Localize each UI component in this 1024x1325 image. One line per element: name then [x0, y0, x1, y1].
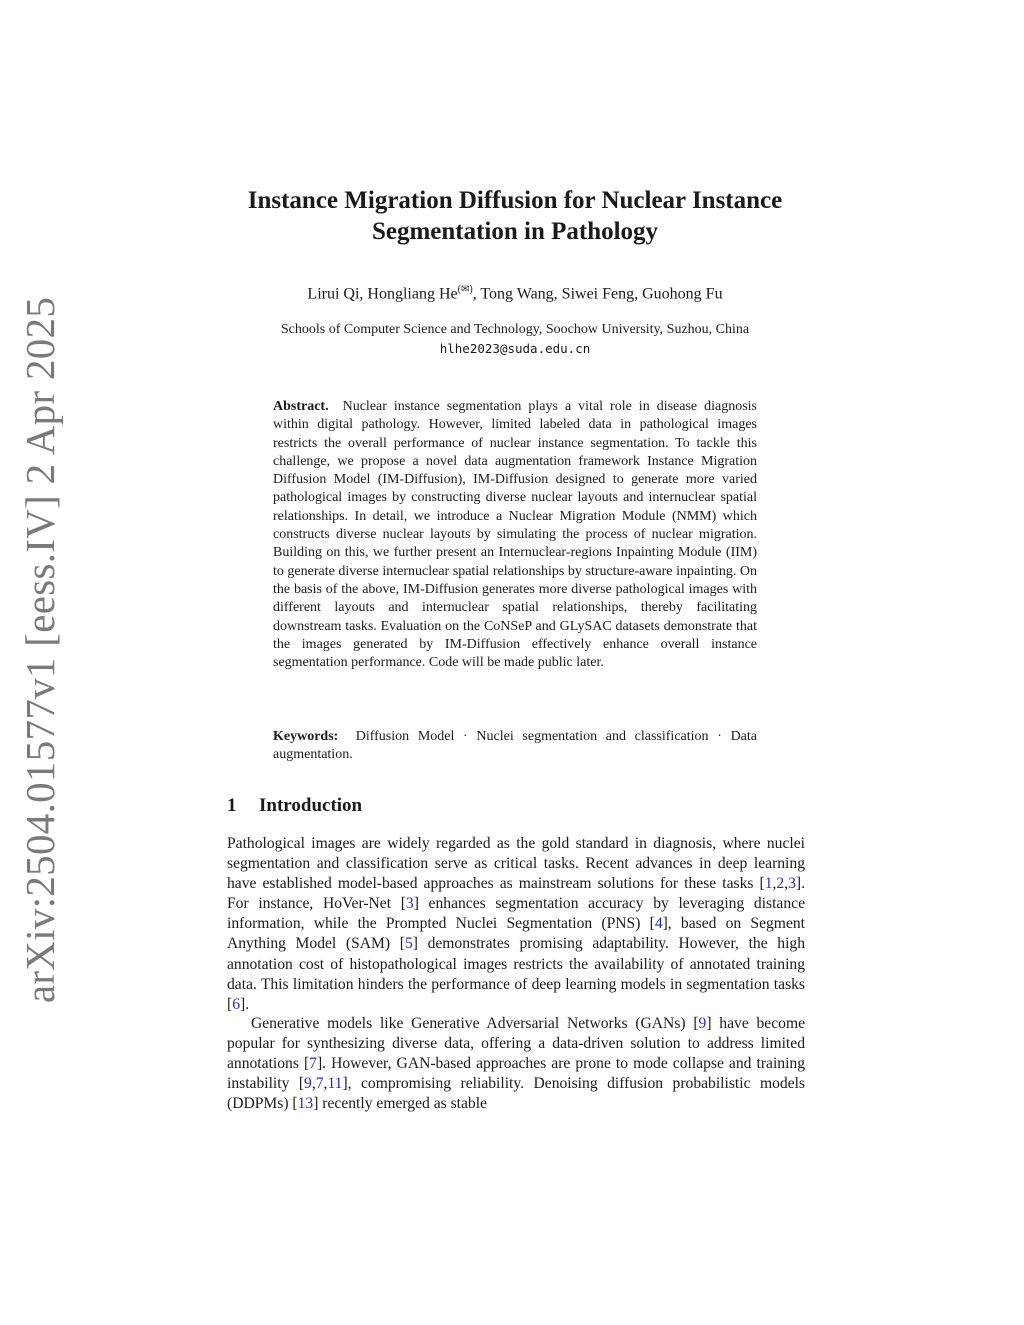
keywords-label: Keywords:	[273, 729, 339, 744]
citation-link[interactable]: 7	[309, 1055, 317, 1073]
text-run: ]. However, GAN-based approaches are prone to mode collapse and training instability [	[227, 1055, 805, 1093]
text-run: ], compromising reliability. Denoising diffusion probabilistic models (DDPMs) [	[227, 1075, 805, 1113]
citation-link[interactable]: 6	[232, 995, 240, 1013]
authors-rest: , Tong Wang, Siwei Feng, Guohong Fu	[472, 285, 723, 303]
text-run: ].	[240, 995, 250, 1013]
corresponding-author-mail-icon: (✉)	[457, 284, 473, 295]
text-run: ] demonstrates promising adaptability. However, the high annotation cost of histopathological images restricts the availability of annotated training data. This limitation hinders the performance of deep learning models in segmentation tasks [	[227, 935, 805, 1013]
citation-link[interactable]: 9	[698, 1015, 707, 1032]
abstract-label: Abstract.	[273, 399, 329, 414]
abstract-text: Nuclear instance segmentation plays a vital role in disease diagnosis within digital pathology. However, limited labeled data in pathological images restricts the overall performance of nuclear instance segmentation. To tackle this challenge, we propose a novel data augmentation framework Instance Migration Diffusion Model (IM-Diffusion), IM-Diffusion designed to generate more varied pathological images by constructing diverse nuclear layouts and internuclear spatial relationships. In detail, we introduce a Nuclear Migration Module (NMM) which constructs diverse nuclear layouts by simulating the process of nuclear migration. Building on this, we further present an Internuclear-regions Inpainting Module (IIM) to generate diverse internuclear spatial relationships by structure-aware inpainting. On the basis of the above, IM-Diffusion generates more diverse pathological images with different layouts and internuclear spatial relationships, thereby facilitating downstream tasks. Evaluation on the CoNSeP and GLySAC datasets demonstrate that the images generated by IM-Diffusion effectively enhance overall instance segmentation performance. Code will be made public later.	[273, 399, 758, 671]
citation-link[interactable]: 2	[776, 875, 785, 893]
citation-link[interactable]: 3	[788, 875, 796, 893]
text-run: ] have become popular for synthesizing diverse data, offering a data-driven solution to address limited annotations [	[227, 1015, 805, 1073]
arxiv-identifier-stamp: arXiv:2504.01577v1 [eess.IV] 2 Apr 2025	[17, 296, 63, 1004]
title-line-1: Instance Migration Diffusion for Nuclear Instance	[247, 187, 783, 214]
section-title: Introduction	[259, 795, 363, 816]
keywords	[273, 728, 757, 765]
text-run: Generative models like Generative Adversarial Networks (GANs) [	[251, 1015, 699, 1032]
citation-link[interactable]: 11	[327, 1075, 343, 1093]
section-heading-introduction	[227, 795, 362, 817]
affiliation: Schools of Computer Science and Technology, Soochow University, Suzhou, China	[280, 322, 750, 337]
paper-title	[200, 185, 830, 247]
citation-link[interactable]: 13	[297, 1095, 314, 1113]
keywords-text: Diffusion Model · Nuclei segmentation and classification · Data augmentation.	[273, 729, 757, 763]
affiliation-block	[200, 320, 830, 358]
citation-link[interactable]: 9	[304, 1075, 312, 1093]
citation-link[interactable]: 5	[404, 935, 413, 953]
citation-link[interactable]: 3	[405, 895, 414, 913]
citation-link[interactable]: 7	[315, 1075, 324, 1093]
text-run: Pathological images are widely regarded as the gold standard in diagnosis, where nuclei segmentation and classification serve as critical tasks. Recent advances in deep learning have established model-based approaches as mainstream solutions for these tasks [	[227, 835, 805, 893]
text-run: ], based on Segment Anything Model (SAM) [	[227, 915, 805, 953]
contact-email[interactable]: hlhe2023@suda.edu.cn	[439, 341, 591, 356]
text-run: ]. For instance, HoVer-Net [	[227, 875, 805, 913]
authors-first: Lirui Qi, Hongliang He	[307, 285, 458, 303]
citation-link[interactable]: 1	[764, 875, 773, 893]
intro-paragraph-1: Pathological images are widely regarded as the gold standard in diagnosis, where nuclei segmentation and classification serve as critical tasks. Recent advances in deep learning have established model-based approaches as mainstream solutions for these tasks [1,2,3]. For instance, HoVer-Net [3] enhances segmentation accuracy by leveraging distance information, while the Prompted Nuclei Segmentation (PNS) [4], based on Segment Anything Model (SAM) [5] demonstrates promising adaptability. However, the high annotation cost of histopathological images restricts the availability of annotated training data. This limitation hinders the performance of deep learning models in segmentation tasks [6].	[227, 835, 805, 1013]
title-line-2: Segmentation in Pathology	[371, 218, 659, 245]
abstract	[273, 398, 757, 672]
section-number: 1	[227, 795, 237, 816]
author-list	[200, 284, 830, 303]
intro-paragraph-2: Generative models like Generative Adversarial Networks (GANs) [9] have become popular for synthesizing diverse data, offering a data-driven solution to address limited annotations [7]. However, GAN-based approaches are prone to mode collapse and training instability [9,7,11], compromising reliability. Denoising diffusion probabilistic models (DDPMs) [13] recently emerged as stable	[227, 1015, 805, 1113]
citation-link[interactable]: 4	[654, 915, 663, 933]
text-run: ] enhances segmentation accuracy by leveraging distance information, while the Prompted Nuclei Segmentation (PNS) [	[227, 895, 805, 933]
text-run: ] recently emerged as stable	[313, 1095, 487, 1113]
